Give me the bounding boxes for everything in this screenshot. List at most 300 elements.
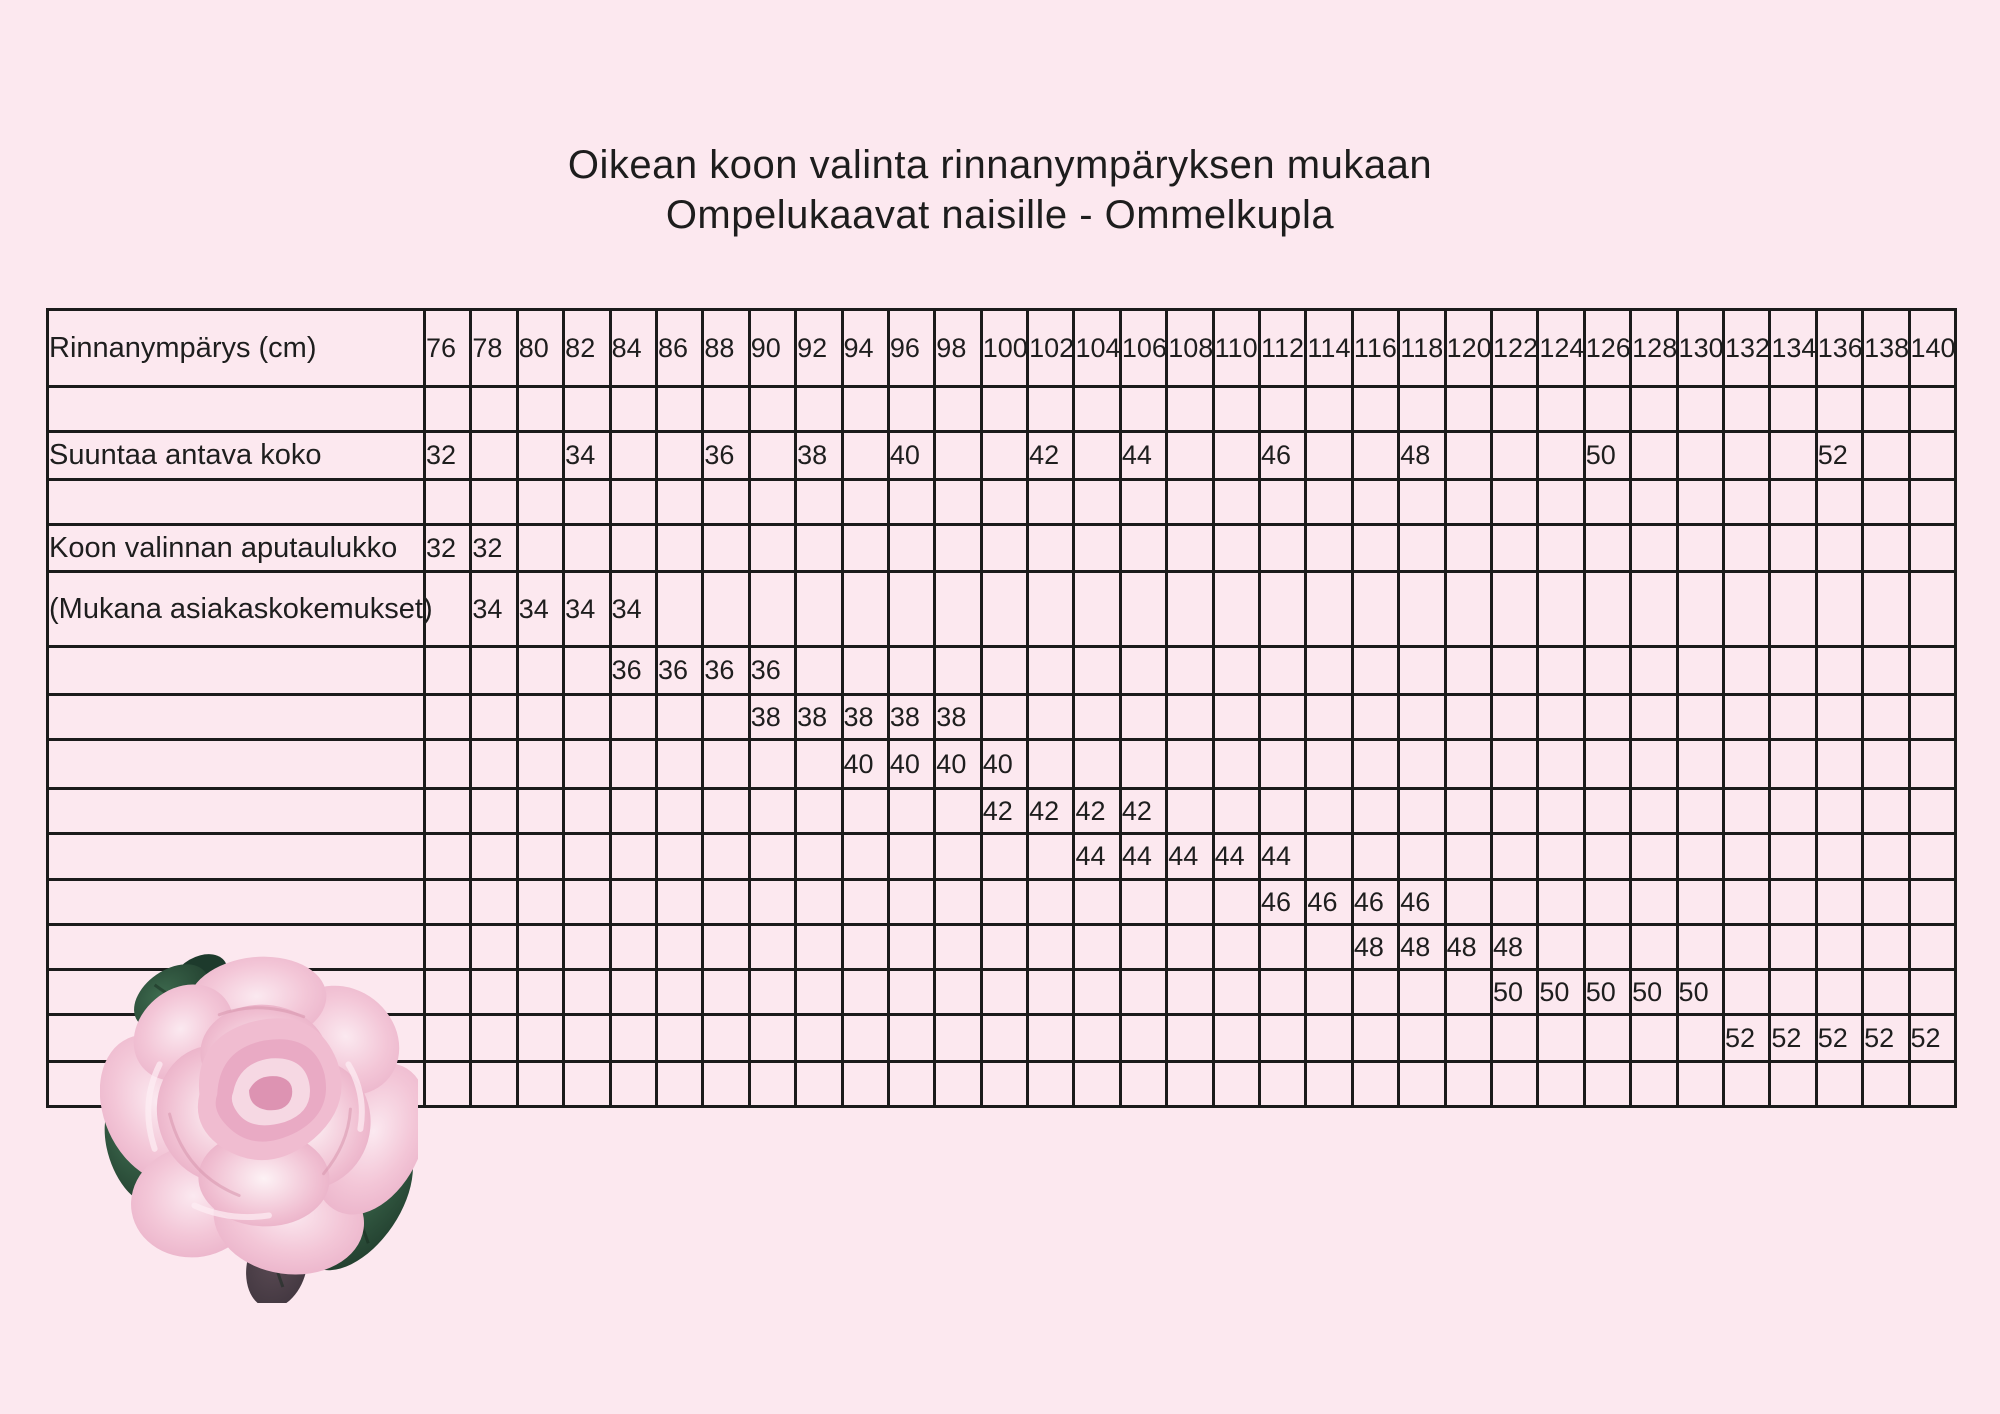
size-value-cell: 36 bbox=[749, 647, 795, 695]
empty-cell bbox=[935, 572, 981, 647]
empty-cell bbox=[888, 880, 934, 925]
row-label: Koon valinnan aputaulukko bbox=[48, 525, 425, 572]
empty-cell bbox=[1352, 740, 1398, 789]
empty-cell bbox=[1538, 925, 1584, 970]
size-value-cell: 32 bbox=[471, 525, 517, 572]
empty-cell bbox=[703, 1015, 749, 1062]
empty-cell bbox=[1816, 925, 1862, 970]
empty-cell bbox=[656, 432, 702, 480]
empty-cell bbox=[1028, 970, 1074, 1015]
size-value-cell: 34 bbox=[610, 572, 656, 647]
empty-cell bbox=[564, 880, 610, 925]
empty-cell bbox=[471, 834, 517, 880]
empty-cell bbox=[1120, 970, 1166, 1015]
empty-cell bbox=[517, 834, 563, 880]
empty-cell bbox=[1399, 740, 1445, 789]
empty-cell bbox=[564, 1062, 610, 1107]
bust-column-header: 140 bbox=[1909, 310, 1956, 387]
empty-cell bbox=[1770, 789, 1816, 834]
empty-cell bbox=[1167, 970, 1213, 1015]
empty-cell bbox=[842, 789, 888, 834]
empty-cell bbox=[564, 387, 610, 432]
empty-cell bbox=[1352, 1015, 1398, 1062]
bust-column-header: 86 bbox=[656, 310, 702, 387]
empty-cell bbox=[1770, 695, 1816, 740]
empty-cell bbox=[1445, 1015, 1491, 1062]
empty-cell bbox=[796, 789, 842, 834]
size-value-cell: 48 bbox=[1445, 925, 1491, 970]
empty-cell bbox=[610, 925, 656, 970]
empty-cell bbox=[1723, 480, 1769, 525]
empty-cell bbox=[749, 970, 795, 1015]
row-label bbox=[48, 695, 425, 740]
empty-cell bbox=[1028, 695, 1074, 740]
empty-cell bbox=[1863, 572, 1909, 647]
bust-column-header: 94 bbox=[842, 310, 888, 387]
table-row bbox=[48, 387, 1956, 432]
empty-cell bbox=[1631, 647, 1677, 695]
empty-cell bbox=[1120, 1015, 1166, 1062]
empty-cell bbox=[1213, 1015, 1259, 1062]
empty-cell bbox=[425, 834, 471, 880]
table-row bbox=[48, 647, 1956, 695]
empty-cell bbox=[749, 525, 795, 572]
size-value-cell: 50 bbox=[1584, 970, 1630, 1015]
empty-cell bbox=[1770, 525, 1816, 572]
empty-cell bbox=[1538, 880, 1584, 925]
empty-cell bbox=[703, 695, 749, 740]
empty-cell bbox=[888, 647, 934, 695]
empty-cell bbox=[1352, 480, 1398, 525]
empty-cell bbox=[656, 880, 702, 925]
bust-column-header: 76 bbox=[425, 310, 471, 387]
empty-cell bbox=[1491, 880, 1537, 925]
size-value-cell: 36 bbox=[656, 647, 702, 695]
empty-cell bbox=[1677, 834, 1723, 880]
empty-cell bbox=[1167, 480, 1213, 525]
bust-column-header: 124 bbox=[1538, 310, 1584, 387]
size-value-cell: 34 bbox=[517, 572, 563, 647]
empty-cell bbox=[610, 740, 656, 789]
empty-cell bbox=[1584, 525, 1630, 572]
empty-cell bbox=[842, 480, 888, 525]
empty-cell bbox=[1120, 880, 1166, 925]
empty-cell bbox=[1399, 970, 1445, 1015]
empty-cell bbox=[888, 789, 934, 834]
empty-cell bbox=[1723, 387, 1769, 432]
empty-cell bbox=[1120, 647, 1166, 695]
empty-cell bbox=[471, 1015, 517, 1062]
empty-cell bbox=[1677, 1015, 1723, 1062]
size-value-cell: 50 bbox=[1491, 970, 1537, 1015]
empty-cell bbox=[796, 525, 842, 572]
bust-column-header: 106 bbox=[1120, 310, 1166, 387]
size-value-cell: 36 bbox=[703, 647, 749, 695]
empty-cell bbox=[1909, 970, 1956, 1015]
empty-cell bbox=[656, 387, 702, 432]
empty-cell bbox=[610, 432, 656, 480]
empty-cell bbox=[1677, 480, 1723, 525]
empty-cell bbox=[842, 387, 888, 432]
size-value-cell: 44 bbox=[1120, 432, 1166, 480]
empty-cell bbox=[1584, 572, 1630, 647]
empty-cell bbox=[935, 880, 981, 925]
empty-cell bbox=[842, 647, 888, 695]
empty-cell bbox=[703, 572, 749, 647]
empty-cell bbox=[888, 1062, 934, 1107]
empty-cell bbox=[1631, 1015, 1677, 1062]
table-row bbox=[48, 789, 1956, 834]
empty-cell bbox=[1491, 387, 1537, 432]
empty-cell bbox=[1074, 480, 1120, 525]
empty-cell bbox=[610, 970, 656, 1015]
empty-cell bbox=[1723, 789, 1769, 834]
empty-cell bbox=[1306, 525, 1352, 572]
size-value-cell: 50 bbox=[1631, 970, 1677, 1015]
size-value-cell: 38 bbox=[842, 695, 888, 740]
size-value-cell: 42 bbox=[1028, 432, 1074, 480]
empty-cell bbox=[1723, 925, 1769, 970]
empty-cell bbox=[517, 695, 563, 740]
empty-cell bbox=[796, 647, 842, 695]
empty-cell bbox=[517, 387, 563, 432]
empty-cell bbox=[1167, 1062, 1213, 1107]
empty-cell bbox=[1631, 740, 1677, 789]
empty-cell bbox=[1074, 432, 1120, 480]
empty-cell bbox=[1909, 525, 1956, 572]
empty-cell bbox=[796, 925, 842, 970]
bust-column-header: 120 bbox=[1445, 310, 1491, 387]
rose-illustration bbox=[100, 945, 418, 1303]
size-value-cell: 40 bbox=[981, 740, 1027, 789]
empty-cell bbox=[749, 387, 795, 432]
empty-cell bbox=[796, 1015, 842, 1062]
empty-cell bbox=[1306, 925, 1352, 970]
empty-cell bbox=[842, 432, 888, 480]
empty-cell bbox=[842, 1015, 888, 1062]
empty-cell bbox=[842, 1062, 888, 1107]
empty-cell bbox=[1491, 789, 1537, 834]
empty-cell bbox=[656, 925, 702, 970]
size-value-cell: 36 bbox=[610, 647, 656, 695]
empty-cell bbox=[1306, 970, 1352, 1015]
empty-cell bbox=[471, 480, 517, 525]
empty-cell bbox=[1584, 834, 1630, 880]
bust-column-header: 134 bbox=[1770, 310, 1816, 387]
empty-cell bbox=[610, 525, 656, 572]
empty-cell bbox=[425, 925, 471, 970]
empty-cell bbox=[1213, 432, 1259, 480]
empty-cell bbox=[1445, 647, 1491, 695]
empty-cell bbox=[517, 970, 563, 1015]
empty-cell bbox=[471, 880, 517, 925]
empty-cell bbox=[703, 789, 749, 834]
empty-cell bbox=[981, 387, 1027, 432]
bust-column-header: 122 bbox=[1491, 310, 1537, 387]
empty-cell bbox=[1538, 647, 1584, 695]
empty-cell bbox=[1631, 480, 1677, 525]
empty-cell bbox=[981, 1062, 1027, 1107]
empty-cell bbox=[425, 387, 471, 432]
empty-cell bbox=[425, 740, 471, 789]
bust-column-header: 130 bbox=[1677, 310, 1723, 387]
empty-cell bbox=[749, 1062, 795, 1107]
empty-cell bbox=[1306, 647, 1352, 695]
empty-cell bbox=[1816, 525, 1862, 572]
empty-cell bbox=[471, 925, 517, 970]
empty-cell bbox=[1445, 572, 1491, 647]
empty-cell bbox=[1399, 387, 1445, 432]
empty-cell bbox=[1074, 740, 1120, 789]
empty-cell bbox=[1399, 1015, 1445, 1062]
empty-cell bbox=[425, 647, 471, 695]
empty-cell bbox=[981, 695, 1027, 740]
empty-cell bbox=[842, 834, 888, 880]
empty-cell bbox=[1074, 572, 1120, 647]
size-value-cell: 50 bbox=[1584, 432, 1630, 480]
empty-cell bbox=[1399, 480, 1445, 525]
size-value-cell: 52 bbox=[1863, 1015, 1909, 1062]
size-value-cell: 46 bbox=[1399, 880, 1445, 925]
empty-cell bbox=[703, 925, 749, 970]
empty-cell bbox=[517, 740, 563, 789]
empty-cell bbox=[1306, 834, 1352, 880]
empty-cell bbox=[656, 740, 702, 789]
empty-cell bbox=[1631, 1062, 1677, 1107]
empty-cell bbox=[517, 1062, 563, 1107]
empty-cell bbox=[1491, 1015, 1537, 1062]
empty-cell bbox=[1816, 834, 1862, 880]
empty-cell bbox=[888, 970, 934, 1015]
empty-cell bbox=[1260, 740, 1306, 789]
empty-cell bbox=[1074, 525, 1120, 572]
size-value-cell: 44 bbox=[1213, 834, 1259, 880]
empty-cell bbox=[1491, 1062, 1537, 1107]
empty-cell bbox=[1816, 970, 1862, 1015]
empty-cell bbox=[610, 1062, 656, 1107]
empty-cell bbox=[1723, 740, 1769, 789]
empty-cell bbox=[1816, 789, 1862, 834]
empty-cell bbox=[1863, 740, 1909, 789]
bust-column-header: 104 bbox=[1074, 310, 1120, 387]
bust-column-header: 114 bbox=[1306, 310, 1352, 387]
empty-cell bbox=[1445, 387, 1491, 432]
empty-cell bbox=[564, 647, 610, 695]
empty-cell bbox=[1306, 432, 1352, 480]
empty-cell bbox=[425, 789, 471, 834]
empty-cell bbox=[1399, 572, 1445, 647]
size-value-cell: 42 bbox=[1028, 789, 1074, 834]
size-value-cell: 52 bbox=[1723, 1015, 1769, 1062]
empty-cell bbox=[1306, 1015, 1352, 1062]
empty-cell bbox=[981, 880, 1027, 925]
empty-cell bbox=[1909, 740, 1956, 789]
table-header-row bbox=[48, 310, 1956, 387]
empty-cell bbox=[1074, 1062, 1120, 1107]
empty-cell bbox=[1260, 789, 1306, 834]
empty-cell bbox=[703, 525, 749, 572]
empty-cell bbox=[1352, 525, 1398, 572]
empty-cell bbox=[1352, 695, 1398, 740]
empty-cell bbox=[796, 572, 842, 647]
empty-cell bbox=[981, 647, 1027, 695]
empty-cell bbox=[1677, 695, 1723, 740]
empty-cell bbox=[517, 480, 563, 525]
empty-cell bbox=[1491, 834, 1537, 880]
empty-cell bbox=[1352, 789, 1398, 834]
size-value-cell: 46 bbox=[1260, 432, 1306, 480]
empty-cell bbox=[1538, 740, 1584, 789]
empty-cell bbox=[1677, 880, 1723, 925]
size-value-cell: 48 bbox=[1399, 925, 1445, 970]
empty-cell bbox=[749, 740, 795, 789]
empty-cell bbox=[1445, 880, 1491, 925]
size-value-cell: 52 bbox=[1770, 1015, 1816, 1062]
empty-cell bbox=[749, 572, 795, 647]
empty-cell bbox=[1120, 1062, 1166, 1107]
empty-cell bbox=[1863, 387, 1909, 432]
empty-cell bbox=[1399, 647, 1445, 695]
size-value-cell: 42 bbox=[981, 789, 1027, 834]
empty-cell bbox=[1909, 834, 1956, 880]
empty-cell bbox=[1723, 647, 1769, 695]
empty-cell bbox=[1445, 970, 1491, 1015]
empty-cell bbox=[471, 970, 517, 1015]
empty-cell bbox=[888, 1015, 934, 1062]
empty-cell bbox=[981, 970, 1027, 1015]
empty-cell bbox=[1028, 572, 1074, 647]
empty-cell bbox=[1352, 970, 1398, 1015]
row-label bbox=[48, 834, 425, 880]
empty-cell bbox=[1074, 1015, 1120, 1062]
size-value-cell: 40 bbox=[935, 740, 981, 789]
empty-cell bbox=[1770, 480, 1816, 525]
empty-cell bbox=[1167, 432, 1213, 480]
empty-cell bbox=[1167, 647, 1213, 695]
empty-cell bbox=[796, 1062, 842, 1107]
empty-cell bbox=[1028, 880, 1074, 925]
empty-cell bbox=[1677, 387, 1723, 432]
empty-cell bbox=[1445, 480, 1491, 525]
size-value-cell: 40 bbox=[842, 740, 888, 789]
empty-cell bbox=[1260, 1015, 1306, 1062]
empty-cell bbox=[1028, 1015, 1074, 1062]
empty-cell bbox=[1445, 695, 1491, 740]
empty-cell bbox=[796, 740, 842, 789]
empty-cell bbox=[564, 695, 610, 740]
empty-cell bbox=[1770, 572, 1816, 647]
empty-cell bbox=[981, 432, 1027, 480]
empty-cell bbox=[981, 1015, 1027, 1062]
empty-cell bbox=[517, 647, 563, 695]
empty-cell bbox=[1538, 695, 1584, 740]
empty-cell bbox=[610, 1015, 656, 1062]
empty-cell bbox=[1260, 1062, 1306, 1107]
empty-cell bbox=[1538, 387, 1584, 432]
empty-cell bbox=[1399, 789, 1445, 834]
empty-cell bbox=[1491, 525, 1537, 572]
bust-column-header: 80 bbox=[517, 310, 563, 387]
empty-cell bbox=[1445, 834, 1491, 880]
empty-cell bbox=[1491, 480, 1537, 525]
empty-cell bbox=[1816, 387, 1862, 432]
table-row bbox=[48, 880, 1956, 925]
empty-cell bbox=[1538, 834, 1584, 880]
empty-cell bbox=[517, 925, 563, 970]
empty-cell bbox=[1863, 880, 1909, 925]
empty-cell bbox=[749, 1015, 795, 1062]
empty-cell bbox=[1863, 432, 1909, 480]
empty-cell bbox=[1584, 695, 1630, 740]
empty-cell bbox=[1863, 925, 1909, 970]
empty-cell bbox=[1770, 1062, 1816, 1107]
empty-cell bbox=[935, 789, 981, 834]
empty-cell bbox=[1816, 695, 1862, 740]
empty-cell bbox=[471, 647, 517, 695]
empty-cell bbox=[1352, 834, 1398, 880]
table-row bbox=[48, 432, 1956, 480]
row-label: (Mukana asiakaskokemukset) bbox=[48, 572, 425, 647]
empty-cell bbox=[703, 480, 749, 525]
empty-cell bbox=[1213, 925, 1259, 970]
empty-cell bbox=[1631, 925, 1677, 970]
empty-cell bbox=[1863, 834, 1909, 880]
empty-cell bbox=[935, 925, 981, 970]
empty-cell bbox=[1770, 880, 1816, 925]
empty-cell bbox=[1863, 970, 1909, 1015]
empty-cell bbox=[1120, 925, 1166, 970]
empty-cell bbox=[471, 1062, 517, 1107]
size-value-cell: 38 bbox=[888, 695, 934, 740]
header-label: Rinnanympärys (cm) bbox=[48, 310, 425, 387]
size-value-cell: 42 bbox=[1120, 789, 1166, 834]
empty-cell bbox=[1770, 834, 1816, 880]
empty-cell bbox=[1863, 1062, 1909, 1107]
empty-cell bbox=[1909, 572, 1956, 647]
empty-cell bbox=[656, 834, 702, 880]
empty-cell bbox=[888, 834, 934, 880]
empty-cell bbox=[1677, 740, 1723, 789]
empty-cell bbox=[1028, 925, 1074, 970]
size-value-cell: 40 bbox=[888, 740, 934, 789]
empty-cell bbox=[1631, 789, 1677, 834]
size-value-cell: 32 bbox=[425, 432, 471, 480]
empty-cell bbox=[703, 1062, 749, 1107]
empty-cell bbox=[1909, 925, 1956, 970]
size-value-cell: 52 bbox=[1909, 1015, 1956, 1062]
bust-column-header: 78 bbox=[471, 310, 517, 387]
size-value-cell: 44 bbox=[1167, 834, 1213, 880]
empty-cell bbox=[1167, 525, 1213, 572]
empty-cell bbox=[749, 925, 795, 970]
empty-cell bbox=[1584, 1062, 1630, 1107]
size-value-cell: 34 bbox=[471, 572, 517, 647]
empty-cell bbox=[1399, 695, 1445, 740]
empty-cell bbox=[749, 789, 795, 834]
empty-cell bbox=[1909, 880, 1956, 925]
empty-cell bbox=[610, 387, 656, 432]
empty-cell bbox=[471, 789, 517, 834]
empty-cell bbox=[1677, 789, 1723, 834]
size-value-cell: 48 bbox=[1491, 925, 1537, 970]
empty-cell bbox=[1677, 572, 1723, 647]
empty-cell bbox=[1909, 695, 1956, 740]
empty-cell bbox=[1723, 880, 1769, 925]
empty-cell bbox=[1120, 572, 1166, 647]
bust-column-header: 98 bbox=[935, 310, 981, 387]
empty-cell bbox=[1723, 1062, 1769, 1107]
empty-cell bbox=[656, 695, 702, 740]
